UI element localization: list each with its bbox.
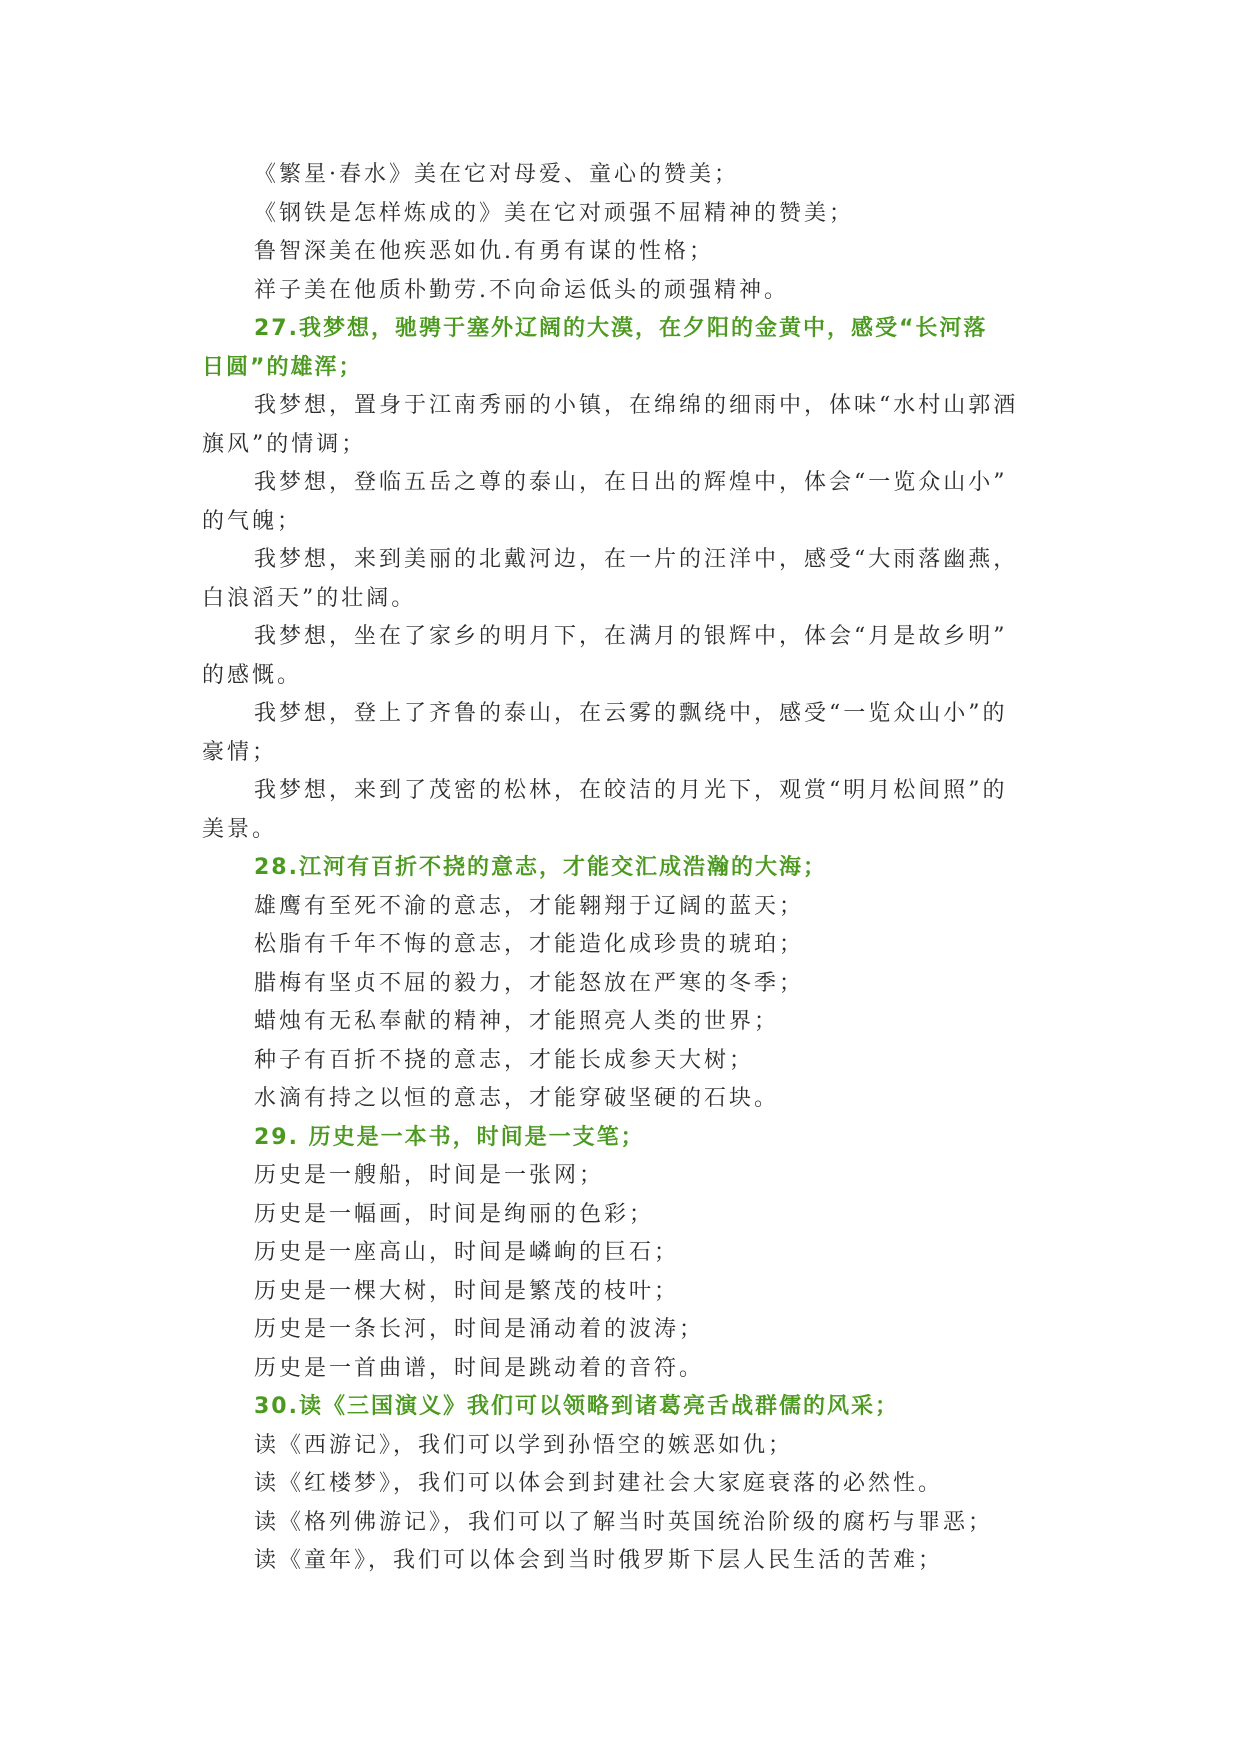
paragraph-line: 读《西游记》，我们可以学到孙悟空的嫉恶如仇； [254, 1432, 794, 1458]
paragraph-line: 种子有百折不挠的意志，才能长成参天大树； [254, 1047, 755, 1073]
paragraph-line: 的气魄； [202, 508, 303, 534]
paragraph-line: 历史是一条长河，时间是涌动着的波涛； [254, 1317, 705, 1342]
paragraph-line: 我梦想，来到美丽的北戴河边，在一片的汪洋中，感受“大雨落幽燕， [254, 547, 1019, 572]
paragraph-line: 雄鹰有至死不渝的意志，才能翱翔于辽阔的蓝天； [254, 893, 805, 919]
paragraph-line: 历史是一艘船，时间是一张网； [254, 1163, 605, 1188]
paragraph-line: 读《格列佛游记》，我们可以了解当时英国统治阶级的腐朽与罪恶； [254, 1509, 994, 1535]
paragraph-line: 我梦想，登上了齐鲁的泰山，在云雾的飘绕中，感受“一览众山小”的 [254, 701, 1008, 726]
paragraph-line: 我梦想，坐在了家乡的明月下，在满月的银辉中，体会“月是故乡明” [254, 624, 1008, 649]
section-heading-line: 日圆”的雄浑； [202, 354, 363, 380]
paragraph-line: 腊梅有坚贞不屈的毅力，才能怒放在严寒的冬季； [254, 970, 805, 996]
section-heading-line: 30.读《三国演义》我们可以领略到诸葛亮舌战群儒的风采； [254, 1394, 899, 1419]
paragraph-line: 《钢铁是怎样炼成的》美在它对顽强不屈精神的赞美； [254, 200, 855, 226]
paragraph-line: 豪情； [202, 739, 278, 765]
paragraph-line: 读《童年》，我们可以体会到当时俄罗斯下层人民生活的苦难； [254, 1548, 944, 1573]
section-heading-line: 27.我梦想，驰骋于塞外辽阔的大漠，在夕阳的金黄中，感受“长河落 [254, 316, 988, 341]
paragraph-line: 白浪滔天”的壮阔。 [202, 585, 417, 611]
paragraph-line: 历史是一棵大树，时间是繁茂的枝叶； [254, 1278, 680, 1304]
paragraph-line: 美景。 [202, 816, 278, 842]
paragraph-line: 历史是一首曲谱，时间是跳动着的音符。 [254, 1355, 705, 1381]
paragraph-line: 的感慨。 [202, 662, 303, 688]
paragraph-line: 我梦想，置身于江南秀丽的小镇，在绵绵的细雨中，体味“水村山郭酒 [254, 393, 1019, 418]
paragraph-line: 历史是一幅画，时间是绚丽的色彩； [254, 1201, 655, 1227]
paragraph-line: 鲁智深美在他疾恶如仇.有勇有谋的性格； [254, 239, 714, 264]
paragraph-line: 我梦想，登临五岳之尊的泰山，在日出的辉煌中，体会“一览众山小” [254, 470, 1008, 495]
paragraph-line: 松脂有千年不悔的意志，才能造化成珍贵的琥珀； [254, 932, 805, 957]
paragraph-line: 我梦想，来到了茂密的松林，在皎洁的月光下，观赏“明月松间照”的 [254, 778, 1008, 803]
paragraph-line: 水滴有持之以恒的意志，才能穿破坚硬的石块。 [254, 1086, 780, 1111]
section-heading-line: 29. 历史是一本书，时间是一支笔； [254, 1124, 645, 1150]
paragraph-line: 蜡烛有无私奉献的精神，才能照亮人类的世界； [254, 1009, 780, 1034]
paragraph-line: 《繁星·春水》美在它对母爱、童心的赞美； [254, 162, 739, 187]
paragraph-line: 旗风”的情调； [202, 431, 367, 457]
paragraph-line: 读《红楼梦》，我们可以体会到封建社会大家庭衰落的必然性。 [254, 1471, 944, 1496]
paragraph-line: 祥子美在他质朴勤劳.不向命运低头的顽强精神。 [254, 277, 789, 303]
document-body [202, 156, 1062, 1581]
paragraph-line: 历史是一座高山，时间是嶙峋的巨石； [254, 1240, 680, 1265]
section-heading-line: 28.江河有百折不挠的意志，才能交汇成浩瀚的大海； [254, 855, 827, 880]
